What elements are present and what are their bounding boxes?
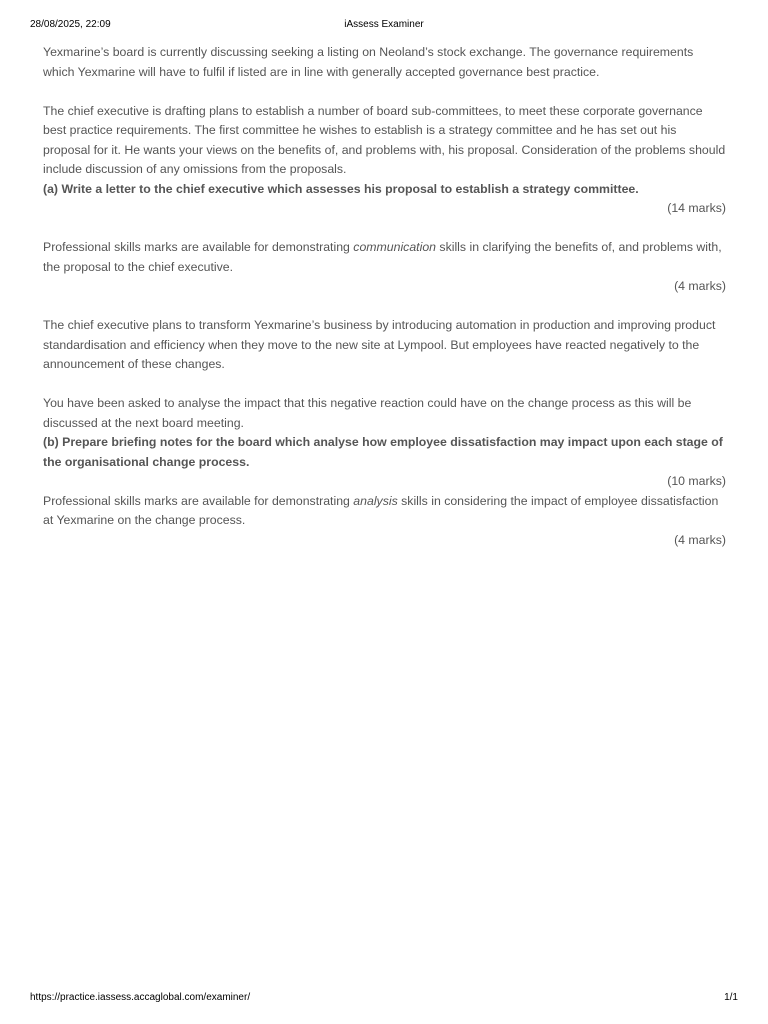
- skills-b-emphasis: analysis: [353, 493, 398, 508]
- print-title: iAssess Examiner: [344, 19, 424, 30]
- marks-a-skills: (4 marks): [674, 279, 726, 293]
- scenario-paragraph-committees: The chief executive is drafting plans to establish a number of board sub-committees, to meet these corporate governance best practice requirements. The first committee he wishes to establish is a strategy committee and he has set out his proposal for it. He wants your views on the benefits of, and problems with, his proposal. Consideration of the problems should include discussion of any omissions from the proposals.: [43, 103, 726, 176]
- print-footer: [30, 992, 738, 1006]
- skills-a-text-end: skills in clarifying the benefits of, and problems with, the proposal to the chief executive.: [43, 240, 722, 274]
- skills-paragraph-a: [43, 238, 726, 277]
- requirement-b: (b) Prepare briefing notes for the board which analyse how employee dissatisfaction may impact upon each stage of the organisational change process.: [43, 435, 723, 469]
- marks-b-skills: (4 marks): [674, 532, 726, 547]
- page-number: 1/1: [724, 992, 738, 1003]
- question-content: [43, 43, 726, 550]
- skills-a-emphasis: communication: [353, 240, 436, 254]
- skills-paragraph-b: [43, 492, 726, 531]
- requirement-a: (a) Write a letter to the chief executive which assesses his proposal to establish a strategy committee.: [43, 181, 639, 196]
- scenario-paragraph-listing: Yexmarine’s board is currently discussing seeking a listing on Neoland’s stock exchange. The governance requirements which Yexmarine will have to fulfil if listed are in line with generally accepted governance best practice.: [43, 45, 694, 79]
- skills-a-text-start: Professional skills marks are available for demonstrating: [43, 240, 354, 254]
- print-datetime: 28/08/2025, 22:09: [30, 19, 111, 30]
- marks-b: (10 marks): [667, 474, 726, 488]
- skills-b-text-end: skills in considering the impact of employee dissatisfaction at Yexmarine on the change process.: [43, 493, 719, 527]
- skills-b-text-start: Professional skills marks are available for demonstrating: [43, 493, 354, 508]
- scenario-paragraph-analyse: You have been asked to analyse the impact that this negative reaction could have on the change process as this will be discussed at the next board meeting.: [43, 396, 692, 430]
- marks-a: (14 marks): [667, 201, 726, 215]
- print-header: [30, 19, 738, 33]
- scenario-paragraph-change: The chief executive plans to transform Yexmarine’s business by introducing automation in production and improving product standardisation and efficiency when they move to the new site at Lympool. But employees have reacted negatively to the announcement of these changes.: [43, 318, 716, 371]
- print-url: https://practice.iassess.accaglobal.com/examiner/: [30, 992, 251, 1003]
